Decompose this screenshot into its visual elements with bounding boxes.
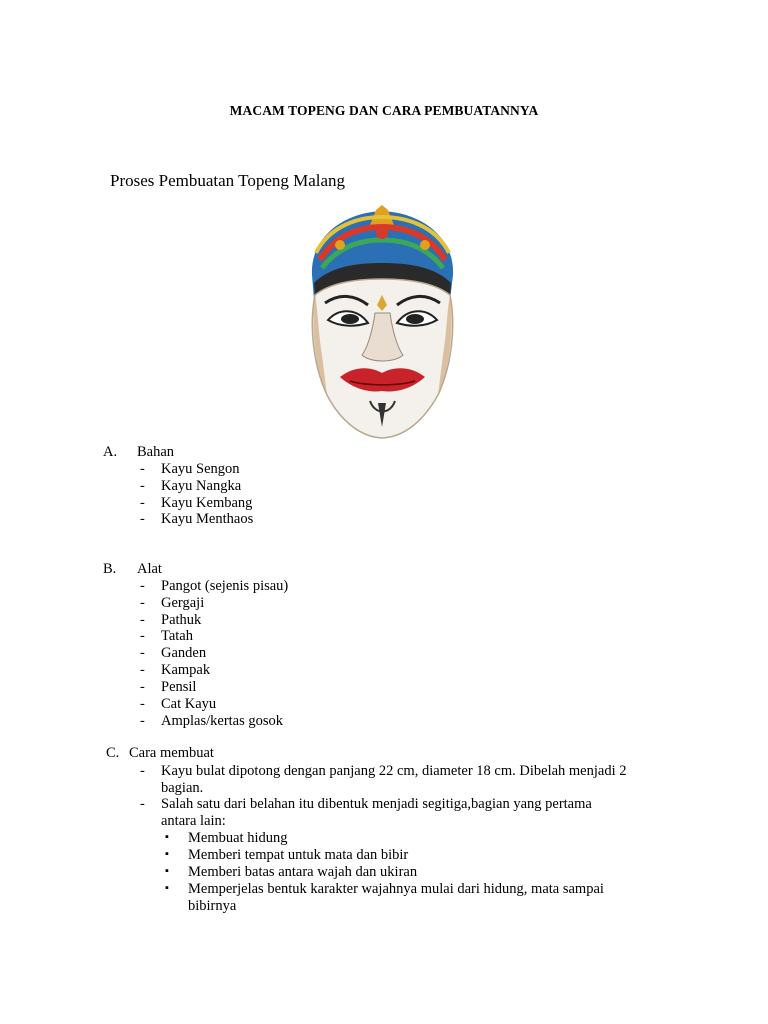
list-item: Gergaji bbox=[161, 595, 205, 611]
dash-bullet: - bbox=[140, 645, 145, 661]
list-item: Pangot (sejenis pisau) bbox=[161, 578, 289, 594]
list-item: Pensil bbox=[161, 679, 197, 695]
list-item: Ganden bbox=[161, 645, 207, 661]
list-item: Tatah bbox=[161, 628, 193, 644]
dash-bullet: - bbox=[140, 679, 145, 695]
dash-bullet: - bbox=[140, 511, 145, 527]
document-title: MACAM TOPENG DAN CARA PEMBUATANNYA bbox=[229, 103, 539, 118]
dash-bullet: - bbox=[140, 628, 145, 644]
section-marker: A. bbox=[103, 444, 118, 460]
topeng-malang-mask-image bbox=[300, 205, 465, 440]
list-item: Membuat hidung bbox=[188, 830, 288, 846]
section-heading: Cara membuat bbox=[129, 745, 214, 761]
list-item: Kayu Sengon bbox=[161, 461, 240, 477]
list-item: Amplas/kertas gosok bbox=[161, 713, 284, 729]
list-item: Kayu Kembang bbox=[161, 495, 253, 511]
dash-bullet: - bbox=[140, 696, 145, 712]
square-bullet-icon: ▪ bbox=[165, 831, 169, 843]
dash-bullet: - bbox=[140, 763, 145, 779]
list-item: Memberi tempat untuk mata dan bibir bbox=[188, 847, 409, 863]
list-item: Pathuk bbox=[161, 612, 202, 628]
dash-bullet: - bbox=[140, 796, 145, 812]
list-item: Kayu Menthaos bbox=[161, 511, 254, 527]
list-item: Memperjelas bentuk karakter wajahnya mulai dari hidung, mata sampai bbox=[188, 881, 604, 897]
square-bullet-icon: ▪ bbox=[165, 865, 169, 877]
step-text: Salah satu dari belahan itu dibentuk menjadi segitiga,bagian yang pertama bbox=[161, 796, 592, 812]
list-item: Kayu Nangka bbox=[161, 478, 242, 494]
square-bullet-icon: ▪ bbox=[165, 848, 169, 860]
document-subtitle: Proses Pembuatan Topeng Malang bbox=[110, 171, 346, 190]
square-bullet-icon: ▪ bbox=[165, 882, 169, 894]
section-heading: Bahan bbox=[137, 444, 175, 460]
dash-bullet: - bbox=[140, 461, 145, 477]
dash-bullet: - bbox=[140, 578, 145, 594]
dash-bullet: - bbox=[140, 478, 145, 494]
list-item: Kampak bbox=[161, 662, 211, 678]
dash-bullet: - bbox=[140, 495, 145, 511]
list-item: bibirnya bbox=[188, 898, 237, 914]
dash-bullet: - bbox=[140, 595, 145, 611]
dash-bullet: - bbox=[140, 612, 145, 628]
list-item: Cat Kayu bbox=[161, 696, 217, 712]
section-marker: C. bbox=[106, 745, 120, 761]
section-marker: B. bbox=[103, 561, 117, 577]
dash-bullet: - bbox=[140, 662, 145, 678]
step-text: antara lain: bbox=[161, 813, 226, 829]
step-text: bagian. bbox=[161, 780, 204, 796]
step-text: Kayu bulat dipotong dengan panjang 22 cm, diameter 18 cm. Dibelah menjadi 2 bbox=[161, 763, 627, 779]
section-heading: Alat bbox=[137, 561, 162, 577]
list-item: Memberi batas antara wajah dan ukiran bbox=[188, 864, 418, 880]
dash-bullet: - bbox=[140, 713, 145, 729]
